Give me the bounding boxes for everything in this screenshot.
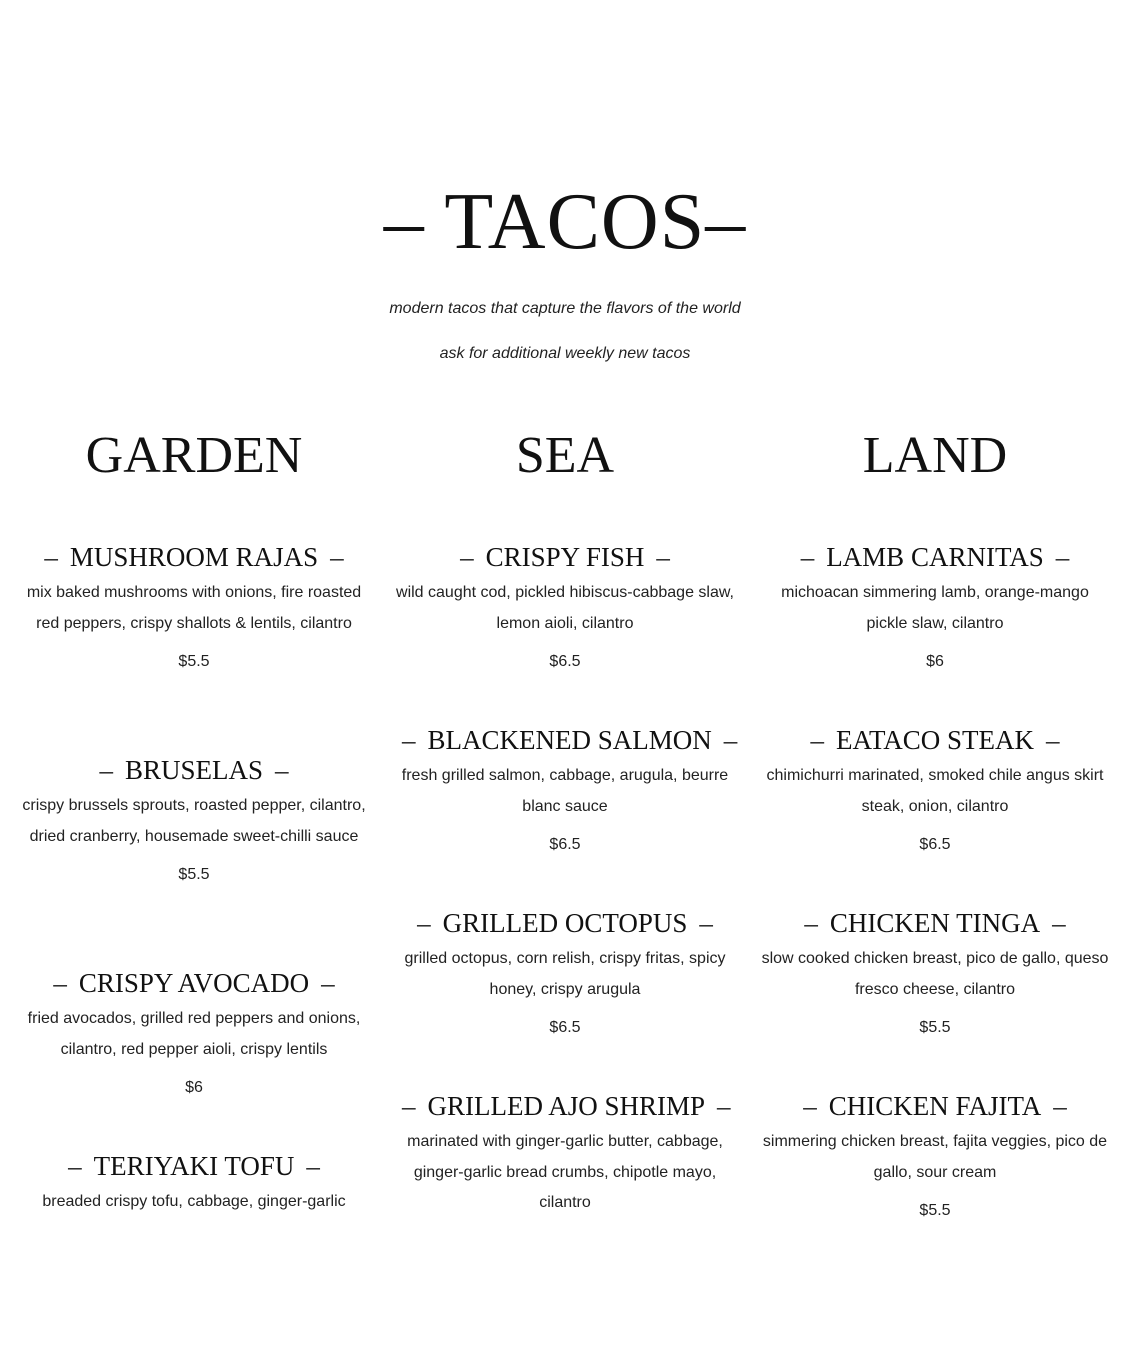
menu-item-description: crispy brussels sprouts, roasted pepper, cilantro, dried cranberry, housemade sweet-chilli sauce xyxy=(22,797,366,845)
menu-item xyxy=(390,906,740,1089)
menu-item-name: – BRUSELAS – xyxy=(99,755,289,785)
menu-item-description: wild caught cod, pickled hibiscus-cabbage slaw, lemon aioli, cilantro xyxy=(396,584,734,632)
column-garden xyxy=(19,428,369,1362)
menu-item-price: $6.5 xyxy=(549,836,581,853)
menu-item xyxy=(760,723,1110,906)
column-heading: LAND xyxy=(862,427,1008,484)
menu-item-description: grilled octopus, corn relish, crispy fritas, spicy honey, crispy arugula xyxy=(404,950,726,998)
menu-item-name: – BLACKENED SALMON – xyxy=(402,725,738,755)
menu-item xyxy=(19,540,369,753)
menu-item-description: mix baked mushrooms with onions, fire roasted red peppers, crispy shallots & lentils, cilantro xyxy=(26,584,362,632)
menu-item xyxy=(390,723,740,906)
column-land xyxy=(760,428,1110,1272)
menu-item-price: $6.5 xyxy=(919,836,951,853)
menu-item-name: – CRISPY FISH – xyxy=(460,542,670,572)
menu-item-description: chimichurri marinated, smoked chile angus skirt steak, onion, cilantro xyxy=(766,767,1104,815)
menu-item xyxy=(19,1149,369,1362)
menu-item-name: – GRILLED OCTOPUS – xyxy=(417,908,713,938)
menu-item-price: $6.5 xyxy=(549,653,581,670)
menu-item-name: – LAMB CARNITAS – xyxy=(800,542,1070,572)
menu-item xyxy=(390,540,740,723)
column-heading: SEA xyxy=(515,427,615,484)
menu-item-name: – EATACO STEAK – xyxy=(810,725,1060,755)
column-heading: GARDEN xyxy=(85,427,303,484)
menu-item-description: marinated with ginger-garlic butter, cabbage, ginger-garlic bread crumbs, chipotle mayo, cilantro xyxy=(407,1133,723,1211)
menu-item-description: slow cooked chicken breast, pico de gallo, queso fresco cheese, cilantro xyxy=(761,950,1109,998)
menu-item-name: – CHICKEN TINGA – xyxy=(804,908,1066,938)
page-title: – TACOS– xyxy=(383,178,747,266)
menu-item-description: michoacan simmering lamb, orange-mango pickle slaw, cilantro xyxy=(781,584,1089,632)
menu-item-price: $5.5 xyxy=(178,866,210,883)
menu-item-price: $6 xyxy=(185,1079,203,1096)
subtitle-flavors: modern tacos that capture the flavors of the world xyxy=(389,300,741,317)
menu-item-description: fried avocados, grilled red peppers and onions, cilantro, red pepper aioli, crispy lentils xyxy=(27,1010,361,1058)
menu-item-description: breaded crispy tofu, cabbage, ginger-garlic xyxy=(42,1193,346,1210)
subtitle-weekly: ask for additional weekly new tacos xyxy=(439,345,691,362)
menu-item-name: – TERIYAKI TOFU – xyxy=(68,1151,320,1181)
menu-item-name: – MUSHROOM RAJAS – xyxy=(44,542,344,572)
menu-item-description: fresh grilled salmon, cabbage, arugula, beurre blanc sauce xyxy=(401,767,729,815)
menu-item-description: simmering chicken breast, fajita veggies, pico de gallo, sour cream xyxy=(762,1133,1108,1181)
menu-item xyxy=(760,906,1110,1089)
menu-item-price: $5.5 xyxy=(178,653,210,670)
menu-item-name: – GRILLED AJO SHRIMP – xyxy=(402,1091,731,1121)
menu-item xyxy=(760,1089,1110,1272)
menu-item xyxy=(19,753,369,966)
menu-item xyxy=(390,1089,740,1272)
menu-item-price: $5.5 xyxy=(919,1202,951,1219)
menu-item-price: $5.5 xyxy=(919,1019,951,1036)
menu-item xyxy=(760,540,1110,723)
menu-item-price: $6 xyxy=(926,653,944,670)
menu-item-name: – CRISPY AVOCADO – xyxy=(53,968,335,998)
menu-item-name: – CHICKEN FAJITA – xyxy=(803,1091,1067,1121)
column-sea xyxy=(390,428,740,1272)
menu-item xyxy=(19,966,369,1149)
menu-item-price: $6.5 xyxy=(549,1019,581,1036)
